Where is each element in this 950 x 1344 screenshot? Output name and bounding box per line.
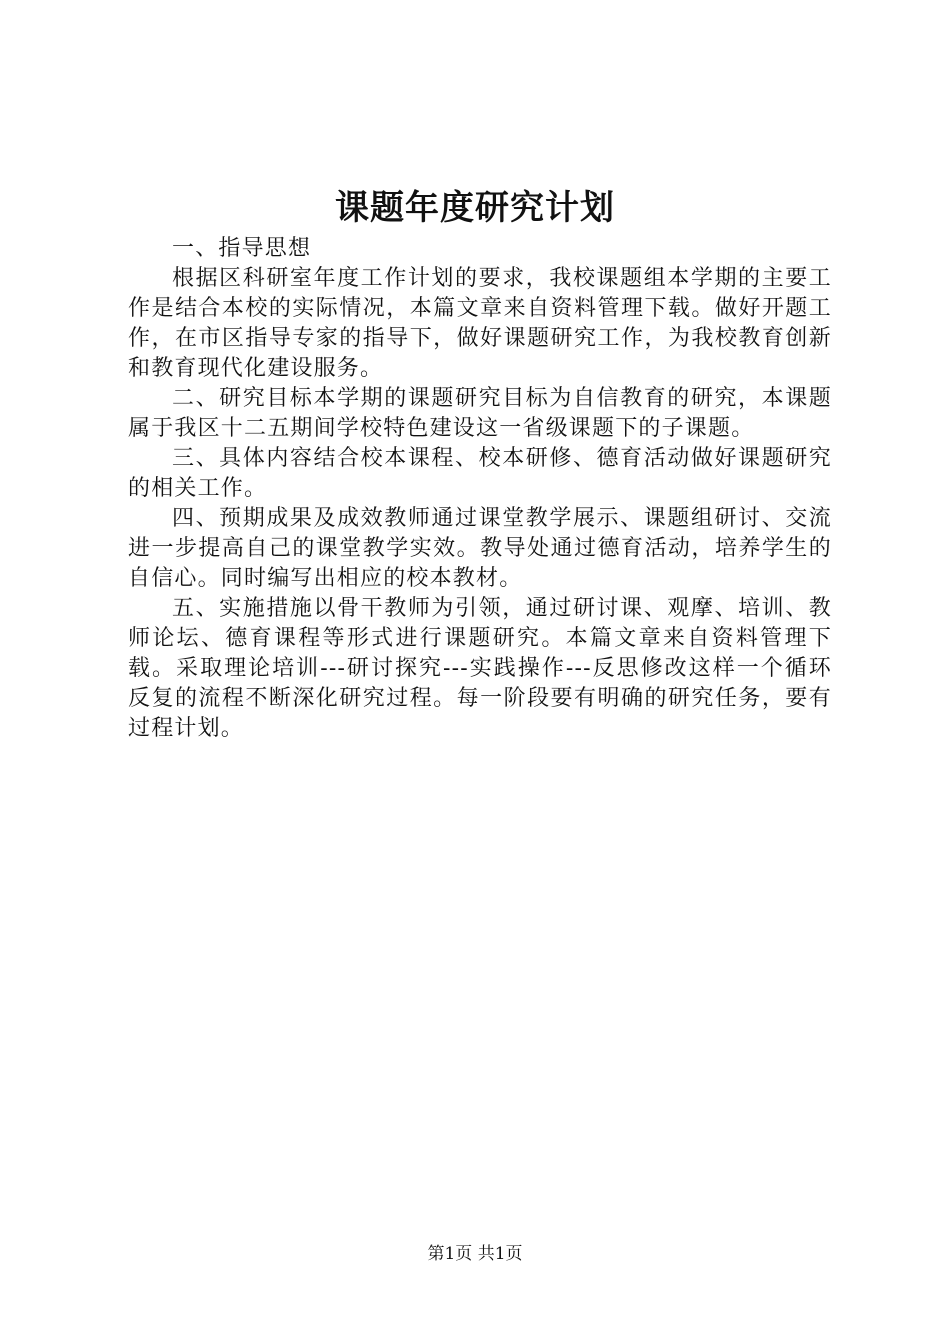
- paragraph-research-goal: 二、研究目标本学期的课题研究目标为自信教育的研究，本课题属于我区十二五期间学校特色建设这一省级课题下的子课题。: [128, 386, 832, 441]
- document-title: 课题年度研究计划: [335, 188, 615, 228]
- paragraph-specific-content: 三、具体内容结合校本课程、校本研修、德育活动做好课题研究的相关工作。: [128, 446, 832, 501]
- paragraph-implementation-measures: 五、实施措施以骨干教师为引领，通过研讨课、观摩、培训、教师论坛、德育课程等形式进行课题研究。本篇文章来自资料管理下载。采取理论培训---研讨探究---实践操作---反思修改这样一个循环反复的流程不断深化研究过程。每一阶段要有明确的研究任务，要有过程计划。: [128, 596, 832, 741]
- paragraph-expected-results: 四、预期成果及成效教师通过课堂教学展示、课题组研讨、交流进一步提高自己的课堂教学实效。教导处通过德育活动，培养学生的自信心。同时编写出相应的校本教材。: [128, 506, 832, 591]
- document-body: [128, 234, 832, 744]
- page-number-footer: 第1页 共1页: [427, 1244, 523, 1264]
- paragraph-guiding-content: 根据区科研室年度工作计划的要求，我校课题组本学期的主要工作是结合本校的实际情况，本篇文章来自资料管理下载。做好开题工作，在市区指导专家的指导下，做好课题研究工作，为我校教育创新和教育现代化建设服务。: [128, 266, 832, 381]
- paragraph-guiding-ideology: 一、指导思想: [172, 236, 312, 261]
